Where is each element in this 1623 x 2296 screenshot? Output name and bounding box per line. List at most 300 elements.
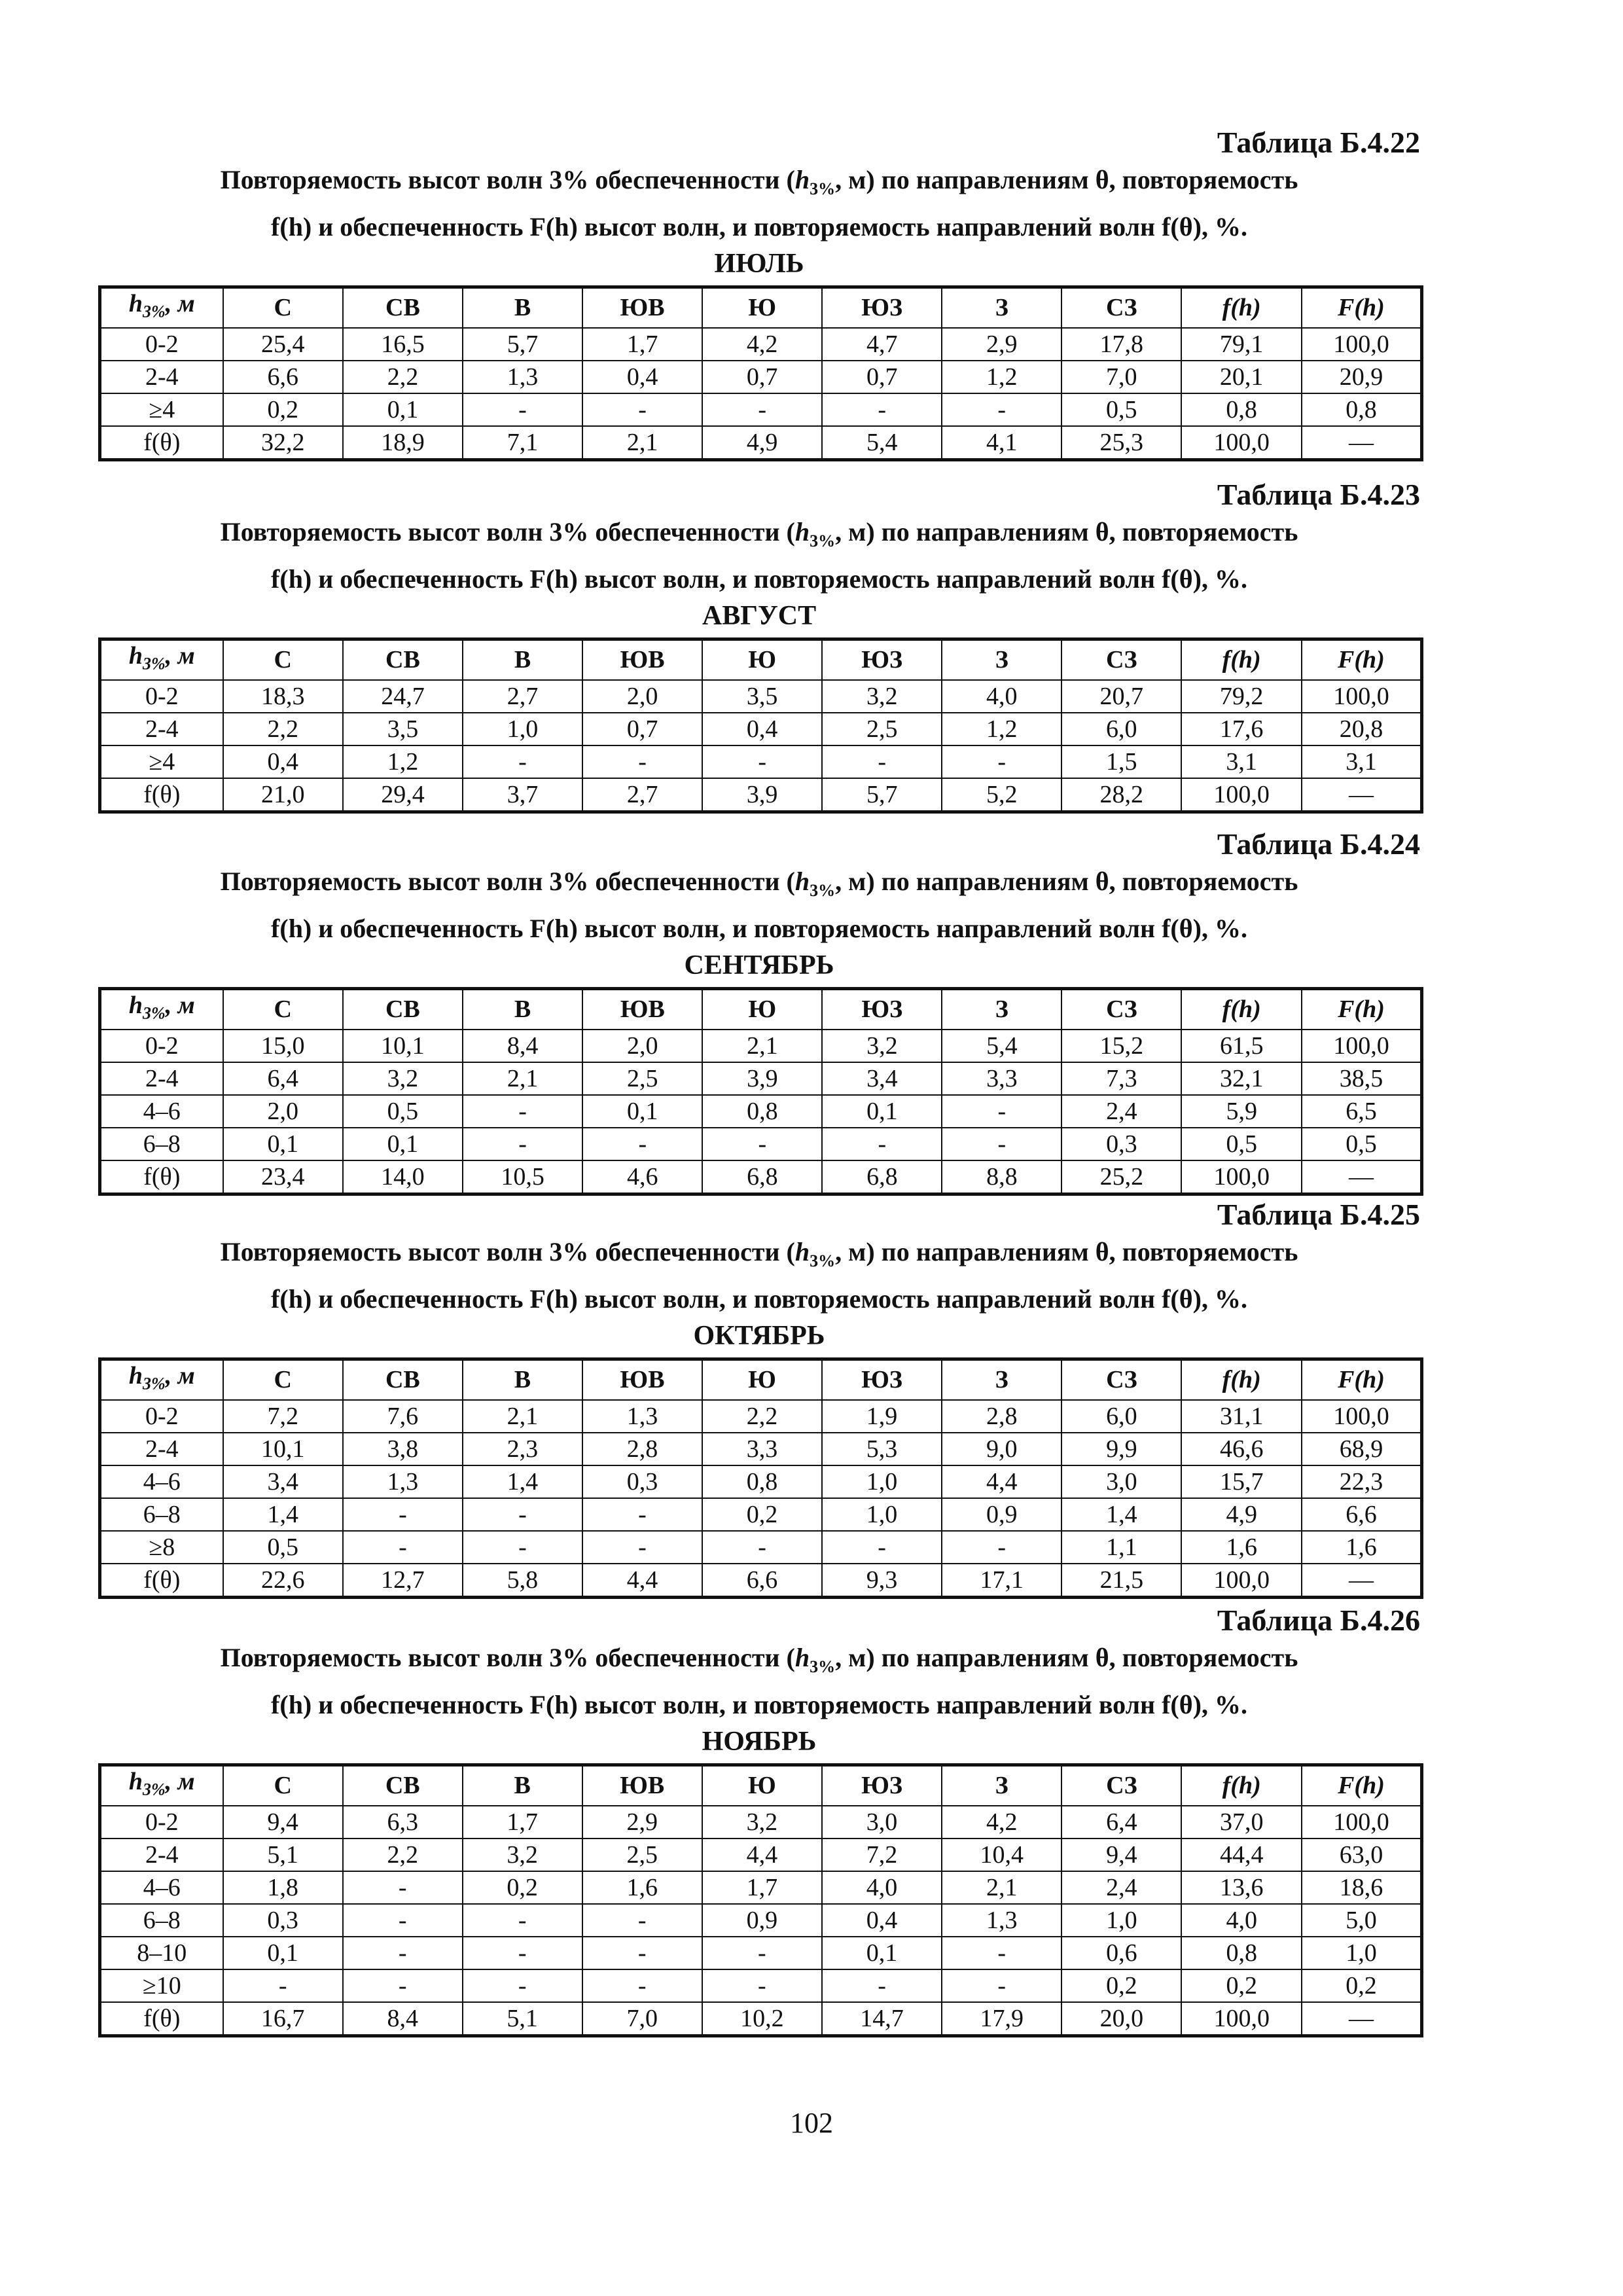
table-cell: 0,9 bbox=[942, 1498, 1061, 1531]
table-cell: 2,7 bbox=[463, 680, 582, 713]
table-cell: - bbox=[582, 393, 702, 426]
table-row bbox=[100, 393, 1422, 426]
table-cell: 2,1 bbox=[463, 1400, 582, 1433]
column-header: В bbox=[463, 1359, 582, 1400]
column-header: С bbox=[223, 1359, 343, 1400]
table-cell: - bbox=[942, 1937, 1061, 1969]
row-label: f(θ) bbox=[100, 1160, 223, 1194]
table-cell: 4,9 bbox=[1181, 1498, 1301, 1531]
table-cell: - bbox=[343, 1871, 463, 1904]
row-label: 4–6 bbox=[100, 1465, 223, 1498]
table-cell: 44,4 bbox=[1181, 1839, 1301, 1871]
table-cell: 100,0 bbox=[1302, 1806, 1422, 1839]
column-header: СЗ bbox=[1061, 639, 1181, 680]
table-cell: 4,7 bbox=[822, 328, 942, 361]
table-cell: 2,0 bbox=[582, 1030, 702, 1062]
column-header: ЮЗ bbox=[822, 1765, 942, 1806]
table-cell: 0,4 bbox=[702, 713, 822, 745]
table-cell: 22,3 bbox=[1302, 1465, 1422, 1498]
table-cell: 9,4 bbox=[223, 1806, 343, 1839]
table-cell: 0,2 bbox=[1302, 1969, 1422, 2002]
table-cell: 6,6 bbox=[702, 1564, 822, 1598]
table-cell: 1,6 bbox=[1181, 1531, 1301, 1564]
table-cell: 1,4 bbox=[223, 1498, 343, 1531]
table-row bbox=[100, 1904, 1422, 1937]
page-number: 102 bbox=[790, 2107, 833, 2139]
table-cell: 17,1 bbox=[942, 1564, 1061, 1598]
table-cell: - bbox=[942, 745, 1061, 778]
table-row bbox=[100, 1095, 1422, 1128]
column-header: СЗ bbox=[1061, 1359, 1181, 1400]
table-cell: 7,2 bbox=[822, 1839, 942, 1871]
table-cell: 31,1 bbox=[1181, 1400, 1301, 1433]
column-header: СВ bbox=[343, 1765, 463, 1806]
table-cell: 5,2 bbox=[942, 778, 1061, 812]
row-label: 2-4 bbox=[100, 361, 223, 393]
table-cell: 20,7 bbox=[1061, 680, 1181, 713]
table-cell: 16,5 bbox=[343, 328, 463, 361]
table-number: Таблица Б.4.24 bbox=[1217, 827, 1420, 861]
row-label: ≥8 bbox=[100, 1531, 223, 1564]
table-cell: 9,3 bbox=[822, 1564, 942, 1598]
table-cell: 5,1 bbox=[223, 1839, 343, 1871]
table-cell: 2,1 bbox=[942, 1871, 1061, 1904]
column-header: Ю bbox=[702, 639, 822, 680]
table-cell: 6,8 bbox=[702, 1160, 822, 1194]
header-row bbox=[100, 287, 1422, 328]
table-cell: 2,1 bbox=[463, 1062, 582, 1095]
table-row bbox=[100, 361, 1422, 393]
table-cell: 6,6 bbox=[223, 361, 343, 393]
table-cell: - bbox=[463, 393, 582, 426]
table-cell: 12,7 bbox=[343, 1564, 463, 1598]
row-label: 4–6 bbox=[100, 1871, 223, 1904]
table-cell: 100,0 bbox=[1181, 2002, 1301, 2036]
row-label: ≥10 bbox=[100, 1969, 223, 2002]
table-cell: 5,0 bbox=[1302, 1904, 1422, 1937]
table-cell: - bbox=[463, 745, 582, 778]
table-row bbox=[100, 1969, 1422, 2002]
row-label: 0-2 bbox=[100, 1806, 223, 1839]
table-cell: 1,0 bbox=[1061, 1904, 1181, 1937]
table-cell: 0,5 bbox=[1302, 1128, 1422, 1160]
table-row bbox=[100, 1839, 1422, 1871]
table-cell: 46,6 bbox=[1181, 1433, 1301, 1465]
table-cell: - bbox=[582, 1969, 702, 2002]
table-cell: - bbox=[223, 1969, 343, 2002]
column-header: В bbox=[463, 287, 582, 328]
table-cell: 1,3 bbox=[463, 361, 582, 393]
table-cell: 18,3 bbox=[223, 680, 343, 713]
table-caption-line1: Повторяемость высот волн 3% обеспеченности ($h_{3\%}$, м) по направлениям θ, повторяемость bbox=[220, 517, 1298, 550]
column-header: F(h) bbox=[1302, 639, 1422, 680]
wave-table bbox=[98, 285, 1423, 461]
column-header: З bbox=[942, 989, 1061, 1030]
table-caption-line1: Повторяемость высот волн 3% обеспеченности ($h_{3\%}$, м) по направлениям θ, повторяемость bbox=[220, 867, 1298, 900]
column-header: F(h) bbox=[1302, 989, 1422, 1030]
column-header: $h_{3\%}$, м bbox=[100, 639, 223, 680]
table-cell: 2,7 bbox=[582, 778, 702, 812]
table-cell: 0,1 bbox=[223, 1937, 343, 1969]
table-cell: 7,1 bbox=[463, 426, 582, 460]
row-label: 0-2 bbox=[100, 680, 223, 713]
table-cell: 0,3 bbox=[582, 1465, 702, 1498]
table-cell: 16,7 bbox=[223, 2002, 343, 2036]
table-cell: 1,9 bbox=[822, 1400, 942, 1433]
table-row bbox=[100, 778, 1422, 812]
column-header: С bbox=[223, 1765, 343, 1806]
table-cell: 68,9 bbox=[1302, 1433, 1422, 1465]
table-cell: 15,2 bbox=[1061, 1030, 1181, 1062]
table-cell: 100,0 bbox=[1302, 1400, 1422, 1433]
table-cell: 4,4 bbox=[702, 1839, 822, 1871]
table-cell: 3,0 bbox=[1061, 1465, 1181, 1498]
table-cell: 4,0 bbox=[1181, 1904, 1301, 1937]
table-cell: 0,2 bbox=[223, 393, 343, 426]
table-cell: 7,6 bbox=[343, 1400, 463, 1433]
table-row bbox=[100, 1871, 1422, 1904]
table-cell: 1,4 bbox=[1061, 1498, 1181, 1531]
table-cell: - bbox=[942, 1128, 1061, 1160]
table-cell: - bbox=[582, 1498, 702, 1531]
table-cell: 9,4 bbox=[1061, 1839, 1181, 1871]
table-cell: 0,5 bbox=[1181, 1128, 1301, 1160]
table-cell: - bbox=[463, 1095, 582, 1128]
month-title: ИЮЛЬ bbox=[714, 249, 804, 279]
table-cell: 17,9 bbox=[942, 2002, 1061, 2036]
table-cell: 3,3 bbox=[702, 1433, 822, 1465]
column-header: Ю bbox=[702, 1359, 822, 1400]
table-cell: 0,2 bbox=[702, 1498, 822, 1531]
column-header: СЗ bbox=[1061, 287, 1181, 328]
table-cell: 18,9 bbox=[343, 426, 463, 460]
table-row bbox=[100, 1128, 1422, 1160]
column-header: ЮЗ bbox=[822, 639, 942, 680]
column-header: З bbox=[942, 639, 1061, 680]
table-cell: 25,2 bbox=[1061, 1160, 1181, 1194]
table-cell: 100,0 bbox=[1302, 328, 1422, 361]
table-cell: 4,1 bbox=[942, 426, 1061, 460]
table-cell: 3,2 bbox=[463, 1839, 582, 1871]
table-cell: 7,2 bbox=[223, 1400, 343, 1433]
table-cell: 37,0 bbox=[1181, 1806, 1301, 1839]
table-cell: 2,2 bbox=[343, 1839, 463, 1871]
table-cell: 2,5 bbox=[822, 713, 942, 745]
table-cell: - bbox=[702, 1969, 822, 2002]
row-label: 6–8 bbox=[100, 1904, 223, 1937]
table-cell: - bbox=[702, 1531, 822, 1564]
table-cell: — bbox=[1302, 1564, 1422, 1598]
table-cell: 5,8 bbox=[463, 1564, 582, 1598]
column-header: $h_{3\%}$, м bbox=[100, 989, 223, 1030]
table-cell: 3,3 bbox=[942, 1062, 1061, 1095]
table-cell: 0,1 bbox=[343, 1128, 463, 1160]
column-header: f(h) bbox=[1181, 1359, 1301, 1400]
table-cell: 13,6 bbox=[1181, 1871, 1301, 1904]
table-cell: 63,0 bbox=[1302, 1839, 1422, 1871]
header-row bbox=[100, 1359, 1422, 1400]
table-cell: - bbox=[463, 1969, 582, 2002]
table-cell: — bbox=[1302, 426, 1422, 460]
table-cell: 0,2 bbox=[463, 1871, 582, 1904]
column-header: С bbox=[223, 639, 343, 680]
column-header: СВ bbox=[343, 639, 463, 680]
table-cell: 2,8 bbox=[942, 1400, 1061, 1433]
table-cell: - bbox=[702, 1128, 822, 1160]
column-header: В bbox=[463, 989, 582, 1030]
table-block bbox=[95, 1196, 1423, 1599]
column-header: СВ bbox=[343, 287, 463, 328]
table-cell: 0,4 bbox=[223, 745, 343, 778]
table-cell: 0,6 bbox=[1061, 1937, 1181, 1969]
table-cell: 20,9 bbox=[1302, 361, 1422, 393]
table-row bbox=[100, 1160, 1422, 1194]
table-cell: 8,8 bbox=[942, 1160, 1061, 1194]
table-cell: 6,5 bbox=[1302, 1095, 1422, 1128]
table-row bbox=[100, 2002, 1422, 2036]
table-cell: 3,4 bbox=[822, 1062, 942, 1095]
column-header: В bbox=[463, 1765, 582, 1806]
table-cell: 1,4 bbox=[463, 1465, 582, 1498]
column-header: С bbox=[223, 287, 343, 328]
month-title: СЕНТЯБРЬ bbox=[684, 950, 834, 980]
column-header: F(h) bbox=[1302, 1765, 1422, 1806]
table-cell: 4,0 bbox=[822, 1871, 942, 1904]
table-cell: 0,5 bbox=[343, 1095, 463, 1128]
table-cell: 0,1 bbox=[822, 1937, 942, 1969]
column-header: СЗ bbox=[1061, 1765, 1181, 1806]
row-label: f(θ) bbox=[100, 1564, 223, 1598]
table-caption-line2: f(h) и обеспеченность F(h) высот волн, и повторяемость направлений волн f(θ), %. bbox=[271, 212, 1247, 242]
table-cell: 2,2 bbox=[702, 1400, 822, 1433]
table-cell: 100,0 bbox=[1181, 1160, 1301, 1194]
table-cell: 4,0 bbox=[942, 680, 1061, 713]
table-cell: 1,3 bbox=[582, 1400, 702, 1433]
table-cell: - bbox=[942, 1095, 1061, 1128]
table-cell: - bbox=[822, 1128, 942, 1160]
table-cell: 0,4 bbox=[582, 361, 702, 393]
table-cell: 2,0 bbox=[582, 680, 702, 713]
row-label: f(θ) bbox=[100, 2002, 223, 2036]
table-cell: 3,5 bbox=[702, 680, 822, 713]
table-cell: 3,9 bbox=[702, 1062, 822, 1095]
table-cell: 4,4 bbox=[582, 1564, 702, 1598]
table-cell: 61,5 bbox=[1181, 1030, 1301, 1062]
table-row bbox=[100, 1498, 1422, 1531]
table-cell: 10,4 bbox=[942, 1839, 1061, 1871]
table-cell: 24,7 bbox=[343, 680, 463, 713]
table-cell: 1,0 bbox=[822, 1465, 942, 1498]
table-cell: 5,9 bbox=[1181, 1095, 1301, 1128]
table-cell: - bbox=[582, 1904, 702, 1937]
table-cell: 1,2 bbox=[942, 713, 1061, 745]
table-cell: 3,2 bbox=[702, 1806, 822, 1839]
table-cell: — bbox=[1302, 1160, 1422, 1194]
table-cell: - bbox=[343, 1904, 463, 1937]
table-cell: - bbox=[822, 1969, 942, 2002]
row-label: 2-4 bbox=[100, 1062, 223, 1095]
row-label: 8–10 bbox=[100, 1937, 223, 1969]
table-cell: 6,8 bbox=[822, 1160, 942, 1194]
table-cell: 0,7 bbox=[702, 361, 822, 393]
table-caption-line2: f(h) и обеспеченность F(h) высот волн, и повторяемость направлений волн f(θ), %. bbox=[271, 1284, 1247, 1314]
row-label: f(θ) bbox=[100, 426, 223, 460]
table-block bbox=[95, 124, 1423, 461]
table-cell: 0,7 bbox=[582, 713, 702, 745]
table-cell: - bbox=[582, 745, 702, 778]
table-cell: 9,0 bbox=[942, 1433, 1061, 1465]
table-caption-line1: Повторяемость высот волн 3% обеспеченности ($h_{3\%}$, м) по направлениям θ, повторяемость bbox=[220, 165, 1298, 198]
table-cell: 1,1 bbox=[1061, 1531, 1181, 1564]
table-number: Таблица Б.4.25 bbox=[1217, 1198, 1420, 1231]
table-cell: 8,4 bbox=[463, 1030, 582, 1062]
table-cell: 0,1 bbox=[822, 1095, 942, 1128]
row-label: 2-4 bbox=[100, 1433, 223, 1465]
table-cell: 0,8 bbox=[1181, 393, 1302, 426]
wave-table bbox=[98, 637, 1423, 814]
table-cell: 7,0 bbox=[1061, 361, 1181, 393]
table-cell: 2,4 bbox=[1061, 1871, 1181, 1904]
table-row bbox=[100, 1806, 1422, 1839]
table-cell: 1,0 bbox=[1302, 1937, 1422, 1969]
row-label: 0-2 bbox=[100, 1030, 223, 1062]
table-cell: 4,4 bbox=[942, 1465, 1061, 1498]
table-row bbox=[100, 1465, 1422, 1498]
column-header: f(h) bbox=[1181, 1765, 1301, 1806]
table-cell: 3,9 bbox=[702, 778, 822, 812]
table-cell: 8,4 bbox=[343, 2002, 463, 2036]
table-number: Таблица Б.4.23 bbox=[1217, 478, 1420, 511]
wave-table bbox=[98, 1763, 1423, 2037]
column-header: ЮВ bbox=[582, 1359, 702, 1400]
table-cell: 2,8 bbox=[582, 1433, 702, 1465]
table-caption-line2: f(h) и обеспеченность F(h) высот волн, и повторяемость направлений волн f(θ), %. bbox=[271, 914, 1247, 943]
table-cell: - bbox=[463, 1531, 582, 1564]
column-header: З bbox=[942, 1765, 1061, 1806]
table-cell: 38,5 bbox=[1302, 1062, 1422, 1095]
column-header: СЗ bbox=[1061, 989, 1181, 1030]
table-cell: - bbox=[942, 393, 1061, 426]
table-cell: 4,2 bbox=[702, 328, 822, 361]
table-cell: 0,8 bbox=[1302, 393, 1422, 426]
table-cell: 79,2 bbox=[1181, 680, 1302, 713]
table-row bbox=[100, 1433, 1422, 1465]
column-header: f(h) bbox=[1181, 639, 1302, 680]
table-cell: 2,0 bbox=[223, 1095, 343, 1128]
table-block bbox=[95, 826, 1423, 1196]
table-cell: 6,0 bbox=[1061, 1400, 1181, 1433]
table-cell: 6,6 bbox=[1302, 1498, 1422, 1531]
table-cell: 7,3 bbox=[1061, 1062, 1181, 1095]
table-row bbox=[100, 1400, 1422, 1433]
column-header: З bbox=[942, 1359, 1061, 1400]
table-cell: 6,4 bbox=[1061, 1806, 1181, 1839]
table-cell: 18,6 bbox=[1302, 1871, 1422, 1904]
month-title: АВГУСТ bbox=[702, 601, 817, 631]
table-cell: 1,8 bbox=[223, 1871, 343, 1904]
table-cell: 0,1 bbox=[223, 1128, 343, 1160]
table-cell: 100,0 bbox=[1181, 778, 1302, 812]
table-cell: - bbox=[463, 1937, 582, 1969]
row-label: 6–8 bbox=[100, 1128, 223, 1160]
row-label: 2-4 bbox=[100, 1839, 223, 1871]
table-cell: 4,6 bbox=[582, 1160, 702, 1194]
table-cell: 7,0 bbox=[582, 2002, 702, 2036]
table-cell: 1,2 bbox=[942, 361, 1061, 393]
table-cell: 6,0 bbox=[1061, 713, 1181, 745]
table-cell: - bbox=[822, 1531, 942, 1564]
column-header: СВ bbox=[343, 1359, 463, 1400]
table-cell: 4,2 bbox=[942, 1806, 1061, 1839]
table-row bbox=[100, 745, 1422, 778]
table-cell: 1,3 bbox=[343, 1465, 463, 1498]
table-cell: 0,1 bbox=[582, 1095, 702, 1128]
column-header: З bbox=[942, 287, 1061, 328]
table-cell: 0,7 bbox=[822, 361, 942, 393]
table-cell: 10,2 bbox=[702, 2002, 822, 2036]
table-cell: 2,4 bbox=[1061, 1095, 1181, 1128]
row-label: 0-2 bbox=[100, 328, 223, 361]
table-cell: 2,2 bbox=[343, 361, 463, 393]
table-cell: 14,0 bbox=[343, 1160, 463, 1194]
table-cell: 20,1 bbox=[1181, 361, 1302, 393]
table-row bbox=[100, 1564, 1422, 1598]
table-cell: 10,1 bbox=[343, 1030, 463, 1062]
column-header: ЮЗ bbox=[822, 287, 942, 328]
table-cell: - bbox=[822, 745, 942, 778]
table-caption-line1: Повторяемость высот волн 3% обеспеченности ($h_{3\%}$, м) по направлениям θ, повторяемость bbox=[220, 1643, 1298, 1676]
table-cell: 0,9 bbox=[702, 1904, 822, 1937]
wave-table bbox=[98, 987, 1423, 1196]
table-cell: - bbox=[463, 1498, 582, 1531]
table-cell: 23,4 bbox=[223, 1160, 343, 1194]
row-label: ≥4 bbox=[100, 393, 223, 426]
table-cell: — bbox=[1302, 2002, 1422, 2036]
table-cell: 2,5 bbox=[582, 1062, 702, 1095]
table-cell: 2,1 bbox=[702, 1030, 822, 1062]
table-cell: 10,5 bbox=[463, 1160, 582, 1194]
table-caption-line2: f(h) и обеспеченность F(h) высот волн, и повторяемость направлений волн f(θ), %. bbox=[271, 564, 1247, 594]
table-cell: 21,5 bbox=[1061, 1564, 1181, 1598]
row-label: ≥4 bbox=[100, 745, 223, 778]
column-header: f(h) bbox=[1181, 989, 1301, 1030]
table-cell: 1,5 bbox=[1061, 745, 1181, 778]
table-cell: 21,0 bbox=[223, 778, 343, 812]
table-row bbox=[100, 426, 1422, 460]
table-cell: - bbox=[343, 1531, 463, 1564]
table-cell: 5,3 bbox=[822, 1433, 942, 1465]
table-cell: 15,0 bbox=[223, 1030, 343, 1062]
row-label: 2-4 bbox=[100, 713, 223, 745]
table-row bbox=[100, 713, 1422, 745]
table-cell: 3,7 bbox=[463, 778, 582, 812]
table-number: Таблица Б.4.26 bbox=[1217, 1604, 1420, 1637]
table-cell: 1,6 bbox=[582, 1871, 702, 1904]
table-cell: 1,0 bbox=[463, 713, 582, 745]
table-cell: 22,6 bbox=[223, 1564, 343, 1598]
table-cell: 3,1 bbox=[1302, 745, 1422, 778]
table-cell: 3,2 bbox=[343, 1062, 463, 1095]
column-header: С bbox=[223, 989, 343, 1030]
table-cell: 100,0 bbox=[1181, 1564, 1301, 1598]
table-cell: 14,7 bbox=[822, 2002, 942, 2036]
table-cell: 28,2 bbox=[1061, 778, 1181, 812]
column-header: Ю bbox=[702, 287, 822, 328]
table-cell: 0,4 bbox=[822, 1904, 942, 1937]
table-caption-line1: Повторяемость высот волн 3% обеспеченности ($h_{3\%}$, м) по направлениям θ, повторяемость bbox=[220, 1237, 1298, 1270]
table-caption-line2: f(h) и обеспеченность F(h) высот волн, и повторяемость направлений волн f(θ), %. bbox=[271, 1690, 1247, 1719]
table-block bbox=[95, 476, 1423, 814]
